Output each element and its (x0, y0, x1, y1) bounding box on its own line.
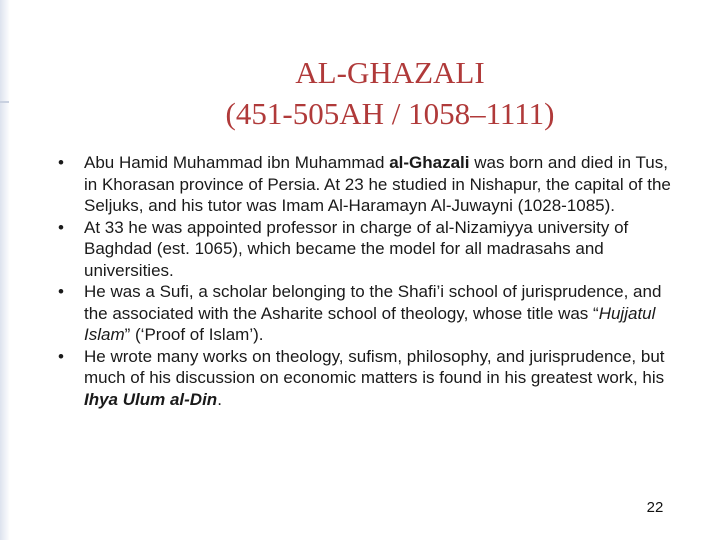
bullet-item-works (58, 346, 682, 411)
bullet-marker: • (58, 153, 64, 172)
bullet-marker: • (58, 217, 64, 237)
left-edge-bar (0, 0, 10, 540)
bold-italic-book-title: Ihya Ulum al-Din (84, 389, 218, 409)
slide-subtitle-dates: (451-505AH / 1058–1111) (225, 96, 555, 131)
bold-name: al-Ghazali (389, 153, 470, 172)
bullet-text: . (217, 389, 222, 409)
bullet-item-professor (58, 217, 682, 282)
italic-title: Hujjatul Islam (84, 303, 656, 344)
bullet-text: was born and died in Tus, in Khorasan province of Persia. At 23 he studied in Nishapur, the capital of the Seljuks, and his tutor was Imam Al-Haramayn Al-Juwayni (1028-1085). (84, 153, 671, 215)
bullet-text: Abu Hamid Muhammad ibn Muhammad (84, 153, 390, 172)
bullet-text: He wrote many works on theology, sufism, philosophy, and jurisprudence, but much of his discussion on economic matters is found in his greatest work, his (84, 346, 665, 387)
bullet-marker: • (58, 346, 64, 366)
bullet-text: ” (‘Proof of Islam’). (124, 325, 264, 344)
bullet-item-sufi (58, 281, 682, 346)
page-number: 22 (646, 499, 664, 516)
bullet-item-birth (58, 152, 682, 217)
bullet-text: He was a Sufi, a scholar belonging to the Shafi’i school of jurisprudence, and the associated with the Asharite school of theology, whose title was “ (84, 282, 662, 323)
edge-tick-mark (0, 101, 9, 103)
bullet-list (58, 152, 682, 410)
slide-title: AL-GHAZALI (295, 55, 485, 90)
bullet-text: At 33 he was appointed professor in charge of al-Nizamiyya university of Baghdad (est. 1065), which became the model for all madrasahs and universities. (84, 217, 629, 280)
bullet-marker: • (58, 282, 64, 301)
